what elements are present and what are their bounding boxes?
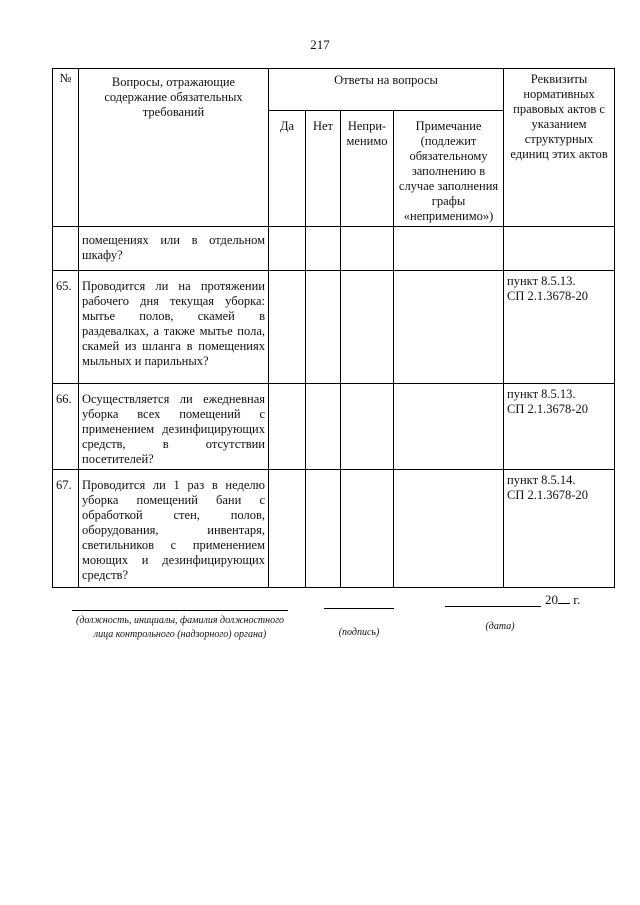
row-question: Проводится ли на протяжении рабочего дня текущая уборка: мытье полов, скамей в раздевалках, а также мытье пола, скамей из шланга в помещениях мыльных и парильных? — [79, 271, 269, 384]
table-row — [53, 384, 615, 470]
requisites-cell — [504, 384, 615, 470]
answer-no-cell — [306, 271, 341, 384]
header-na-line2: менимо — [346, 134, 388, 148]
row-number — [53, 227, 79, 271]
position-caption-line1: (должность, инициалы, фамилия должностного — [75, 615, 284, 626]
answer-yes-cell — [269, 384, 306, 470]
header-no: Нет — [306, 111, 341, 227]
date-suffix: г. — [573, 592, 581, 607]
row-number: 66. — [53, 384, 79, 470]
header-yes: Да — [269, 111, 306, 227]
requisite-document: СП 2.1.3678-20 — [507, 488, 588, 502]
date-year-prefix: 20 — [545, 592, 558, 607]
table-row — [53, 271, 615, 384]
table-row — [53, 470, 615, 588]
row-number: 65. — [53, 271, 79, 384]
answer-yes-cell — [269, 271, 306, 384]
checklist-table — [52, 68, 615, 588]
note-cell — [394, 470, 504, 588]
requisites-cell — [504, 227, 615, 271]
row-question: помещениях или в отдельном шкафу? — [79, 227, 269, 271]
answer-no-cell — [306, 227, 341, 271]
note-cell — [394, 227, 504, 271]
table-row — [53, 227, 615, 271]
requisites-cell — [504, 271, 615, 384]
signature-line — [324, 608, 394, 609]
position-line — [72, 610, 288, 611]
answer-na-cell — [341, 384, 394, 470]
requisite-clause: пункт 8.5.14. — [507, 473, 576, 487]
answer-no-cell — [306, 470, 341, 588]
date-year — [545, 592, 580, 608]
header-answers: Ответы на вопросы — [269, 69, 504, 111]
requisites-cell — [504, 470, 615, 588]
answer-yes-cell — [269, 470, 306, 588]
requisite-clause: пункт 8.5.13. — [507, 274, 576, 288]
row-question: Осуществляется ли ежедневная уборка всех помещений с применением дезинфицирующих средств, в отсутствии посетителей? — [79, 384, 269, 470]
year-blank — [558, 593, 570, 604]
requisite-clause: пункт 8.5.13. — [507, 387, 576, 401]
row-number: 67. — [53, 470, 79, 588]
answer-na-cell — [341, 271, 394, 384]
answer-na-cell — [341, 227, 394, 271]
date-caption: (дата) — [485, 621, 515, 632]
signature-caption: (подпись) — [338, 627, 380, 638]
date-line — [445, 606, 541, 607]
position-caption-line2: лица контрольного (надзорного) органа) — [93, 629, 267, 640]
note-cell — [394, 271, 504, 384]
header-not-applicable — [341, 111, 394, 227]
header-requisites: Реквизиты нормативных правовых актов с указанием структурных единиц этих актов — [504, 69, 615, 227]
row-question: Проводится ли 1 раз в неделю уборка помещений бани с обработкой стен, полов, оборудования, инвентаря, светильников с применением моющих и дезинфицирующих средств? — [79, 470, 269, 588]
header-questions: Вопросы, отражающие содержание обязательных требований — [79, 69, 269, 227]
page-number: 217 — [310, 37, 330, 52]
header-na-line1: Непри- — [347, 119, 387, 133]
header-note: Примечание (подлежит обязательному заполнению в случае заполнения графы «неприменимо») — [394, 111, 504, 227]
answer-yes-cell — [269, 227, 306, 271]
answer-na-cell — [341, 470, 394, 588]
note-cell — [394, 384, 504, 470]
requisite-document: СП 2.1.3678-20 — [507, 402, 588, 416]
position-caption — [60, 614, 300, 642]
answer-no-cell — [306, 384, 341, 470]
header-number: № — [53, 69, 79, 227]
requisite-document: СП 2.1.3678-20 — [507, 289, 588, 303]
